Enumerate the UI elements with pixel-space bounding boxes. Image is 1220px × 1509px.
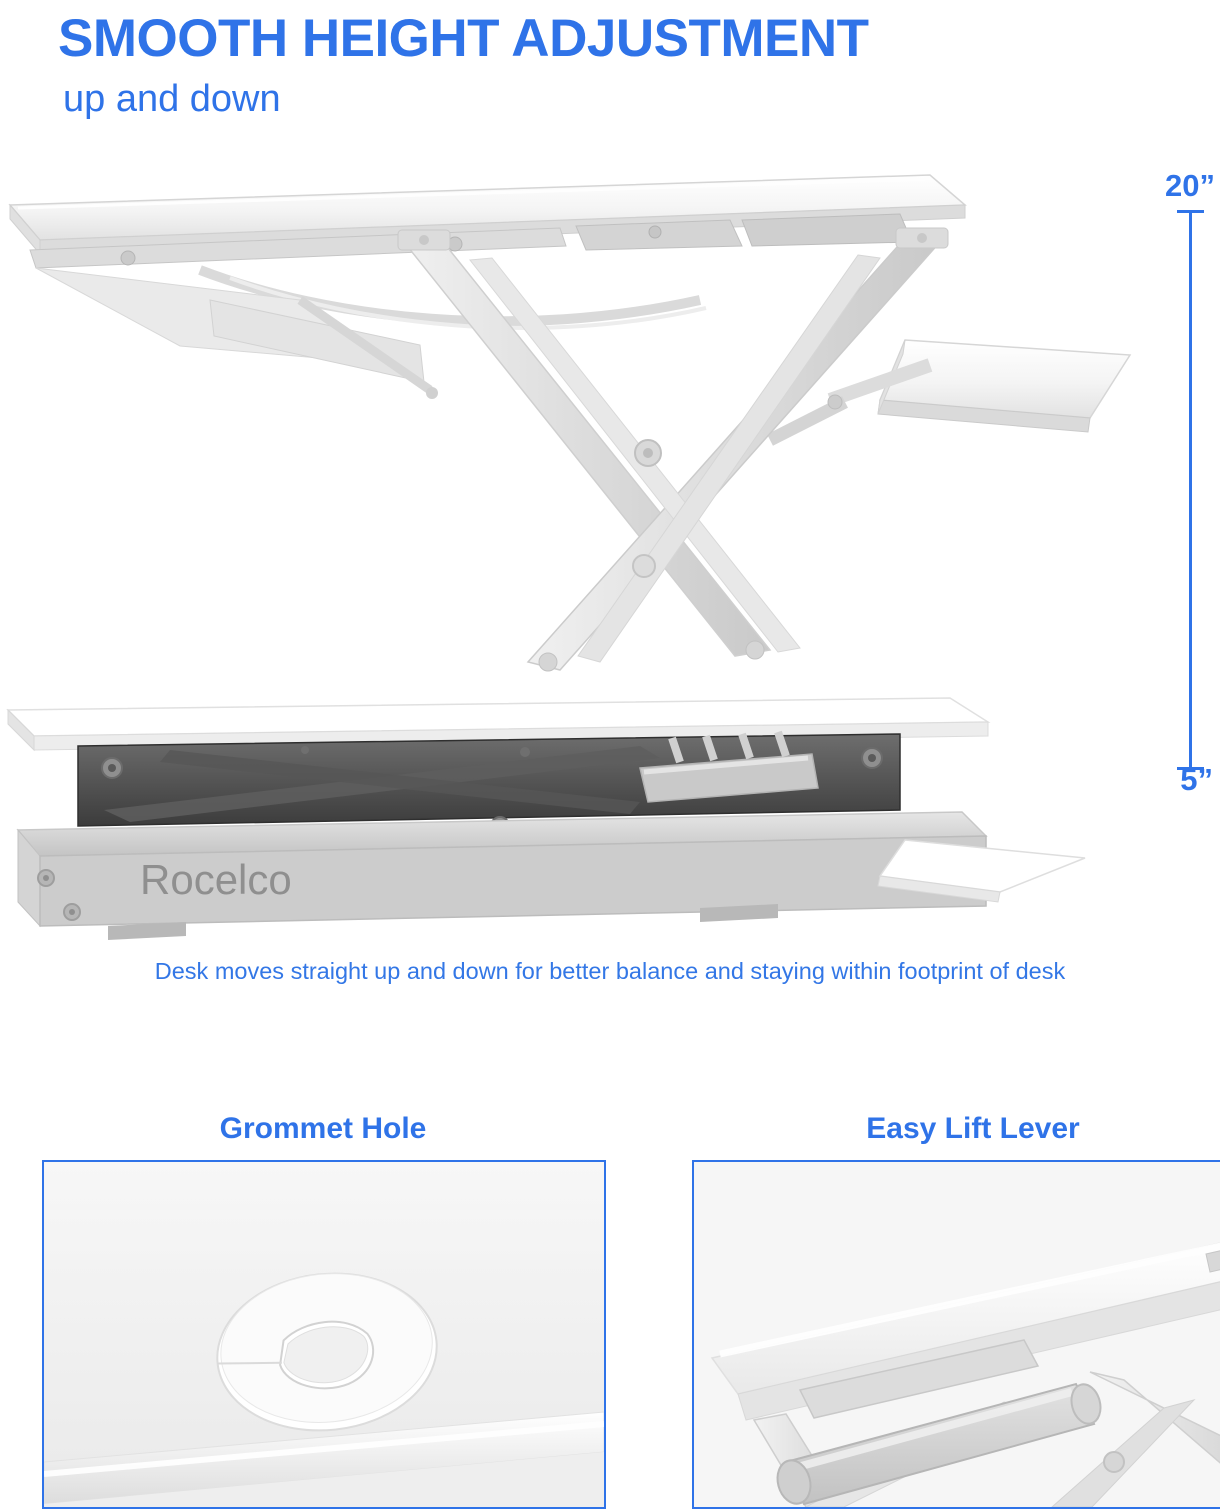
dimension-line [1189,210,1192,770]
feature-easy-lift-lever [692,1112,1220,1509]
min-height-label: 5” [1180,762,1213,797]
brand-wordmark: Rocelco [140,856,292,903]
hero-caption: Desk moves straight up and down for better balance and staying within footprint of desk [154,958,1066,984]
page-subtitle: up and down [63,78,281,120]
product-illustration [0,150,1140,950]
feature-image-frame-grommet-hole [42,1160,606,1509]
feature-title-grommet-hole: Grommet Hole [219,1112,427,1145]
feature-title-easy-lift-lever: Easy Lift Lever [866,1112,1080,1145]
base-plate [18,812,1085,940]
scissor-lift-mechanism [398,228,948,671]
page-title: SMOOTH HEIGHT ADJUSTMENT [58,9,869,68]
feature-image-frame-easy-lift-lever [692,1160,1220,1509]
lift-lever-icon [694,1162,1220,1507]
standing-desk-converter-diagram [0,150,1140,950]
max-height-label: 20” [1165,168,1215,203]
feature-grommet-hole [42,1112,604,1509]
grommet-hole-icon [44,1162,604,1507]
height-dimension-indicator [1145,168,1217,798]
